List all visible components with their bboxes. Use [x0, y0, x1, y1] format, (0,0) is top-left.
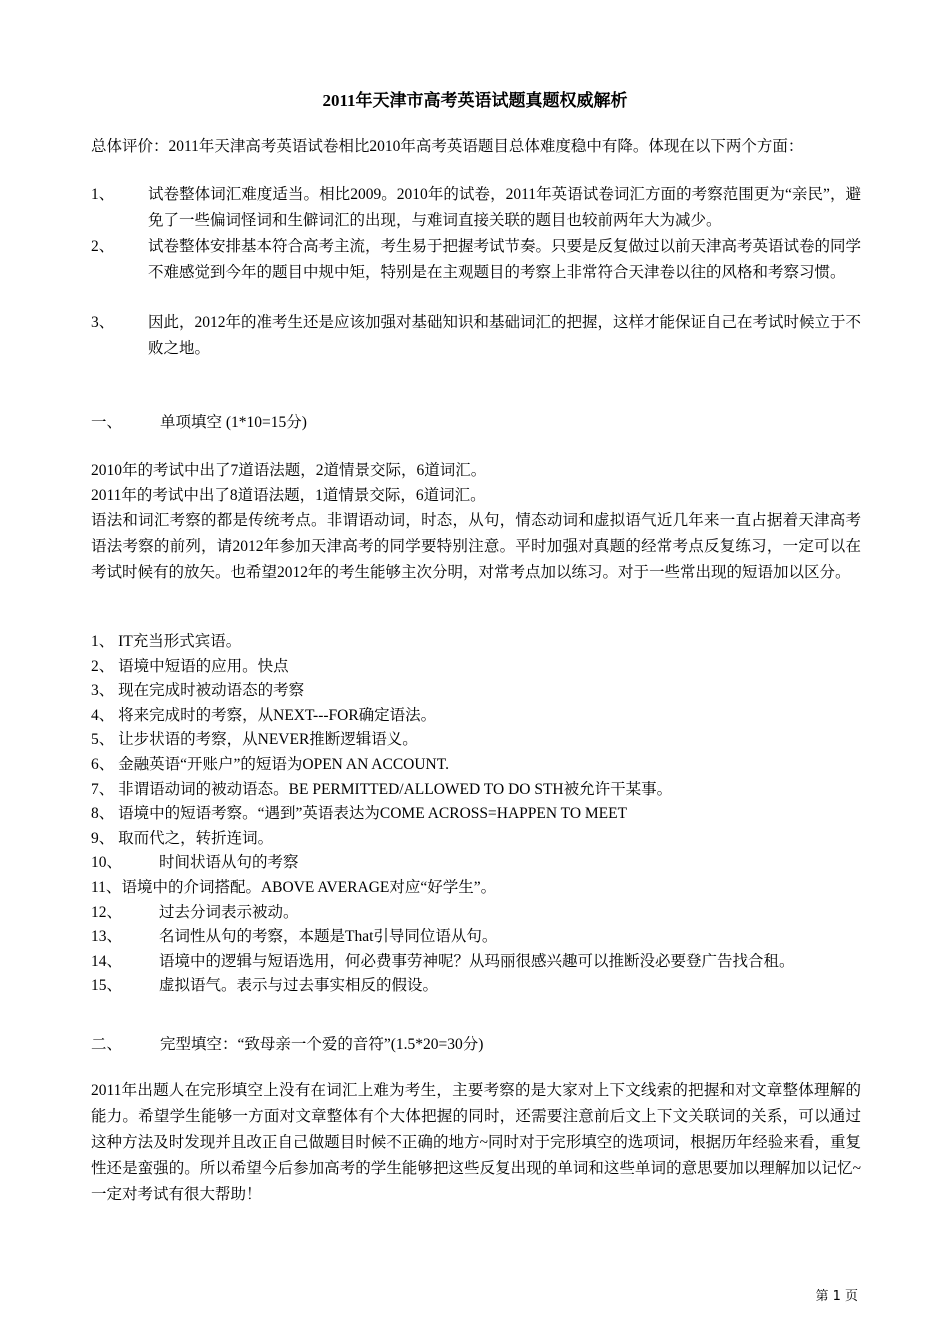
point-3-number: 3、 [91, 314, 115, 331]
point-2-number: 2、 [91, 238, 115, 255]
section-1-heading: 单项填空 (1*10=15分) [160, 414, 307, 431]
section-2-number: 二、 [91, 1036, 123, 1053]
list-item: 1、 IT充当形式宾语。 [91, 633, 242, 650]
page-number: 第 1 页 [815, 1289, 858, 1304]
list-item: 3、 现在完成时被动语态的考察 [91, 682, 305, 700]
list-item: 7、 非谓语动词的被动语态。BE PERMITTED/ALLOWED TO DO STH被允许干某事。 [91, 780, 673, 798]
list-item: 2、 语境中短语的应用。快点 [91, 657, 289, 675]
section-2-heading: 完型填空：“致母亲一个爱的音符”(1.5*20=30分) [160, 1036, 484, 1053]
list-item: 8、 语境中的短语考察。“遇到”英语表达为COME ACROSS=HAPPEN TO MEET [91, 805, 628, 823]
point-1-text: 试卷整体词汇难度适当。相比2009。2010年的试卷，2011年英语试卷词汇方面的考察范围更为“亲民”，避免了一些偏词怪词和生僻词汇的出现，与难词直接关联的题目也较前两年大为减少。 [148, 186, 861, 229]
point-2-text: 试卷整体安排基本符合高考主流，考生易于把握考试节奏。只要是反复做过以前天津高考英语试卷的同学不难感觉到今年的题目中规中矩，特别是在主观题目的考察上非常符合天津卷以往的风格和考察习惯。 [148, 238, 862, 281]
list-item: 10、 时间状语从句的考察 [91, 854, 299, 872]
section-1-line-1: 2010年的考试中出了7道语法题，2道情景交际，6道词汇。 [91, 462, 487, 479]
section-1-number: 一、 [91, 414, 123, 431]
section-1-item-list [91, 630, 881, 999]
list-item: 6、 金融英语“开账户”的短语为OPEN AN ACCOUNT. [91, 755, 449, 773]
list-item: 9、 取而代之，转折连词。 [91, 829, 274, 847]
page-title: 2011年天津市高考英语试题真题权威解析 [322, 91, 628, 110]
section-1-paragraph: 语法和词汇考察的都是传统考点。非谓语动词，时态，从句，情态动词和虚拟语气近几年来一直占据着天津高考语法考察的前列，请2012年参加天津高考的同学要特别注意。平时加强对真题的经常考点反复练习，一定可以在考试时候有的放矢。也希望2012年的考生能够主次分明，对常考点加以练习。对于一些常出现的短语加以区分。 [91, 512, 861, 581]
list-item: 4、 将来完成时的考察，从NEXT---FOR确定语法。 [91, 706, 437, 724]
list-item: 13、 名词性从句的考察，本题是That引导同位语从句。 [91, 928, 498, 946]
list-item: 5、 让步状语的考察，从NEVER推断逻辑语义。 [91, 731, 418, 749]
overall-evaluation: 总体评价：2011年天津高考英语试卷相比2010年高考英语题目总体难度稳中有降。体现在以下两个方面： [91, 138, 804, 155]
list-item: 14、 语境中的逻辑与短语选用，何必费事劳神呢？从玛丽很感兴趣可以推断没必要登广告找合租。 [91, 952, 795, 970]
list-item: 12、 过去分词表示被动。 [91, 903, 299, 921]
section-1-line-2: 2011年的考试中出了8道语法题，1道情景交际，6道词汇。 [91, 487, 486, 504]
list-item: 11、语境中的介词搭配。ABOVE AVERAGE对应“好学生”。 [91, 878, 497, 896]
point-1-number: 1、 [91, 186, 115, 203]
section-2-paragraph: 2011年出题人在完形填空上没有在词汇上难为考生，主要考察的是大家对上下文线索的把握和对文章整体理解的能力。希望学生能够一方面对文章整体有个大体把握的同时，还需要注意前后文上下文关联词的关系，可以通过这种方法及时发现并且改正自己做题目时候不正确的地方~同时对于完形填空的选项词，根据历年经验来看，重复性还是蛮强的。所以希望今后参加高考的学生能够把这些反复出现的单词和这些单词的意思要加以理解加以记忆~一定对考试有很大帮助！ [91, 1082, 861, 1203]
point-3-text: 因此，2012年的准考生还是应该加强对基础知识和基础词汇的把握，这样才能保证自己在考试时候立于不败之地。 [148, 314, 862, 357]
list-item: 15、 虚拟语气。表示与过去事实相反的假设。 [91, 977, 439, 995]
